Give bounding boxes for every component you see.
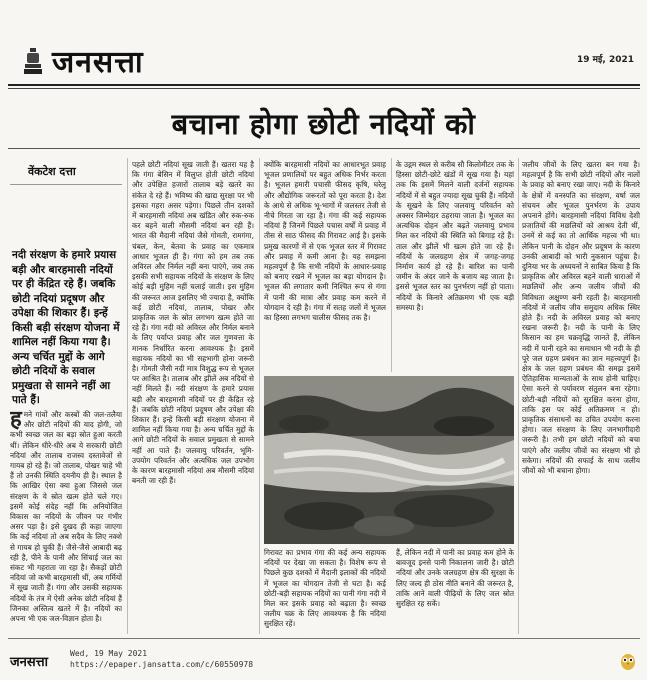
masthead-rule-thin	[8, 88, 640, 89]
column-1	[10, 410, 122, 632]
headline-rule	[8, 148, 640, 149]
masthead-rule	[8, 84, 640, 86]
article-deck: नदी संरक्षण के हमारे प्रयास बड़ी और बारहमासी नदियों पर ही केंद्रित रहे हैं। जबकि छोटी नदियां प्रदूषण और उपेक्षा की शिकार हैं। इन्हें किसी बड़ी संरक्षण योजना में शामिल नहीं किया गया है। अन्य चर्चित मुद्दों के आगे छोटी नदियों के सवाल प्रमुखता से सामने नहीं आ पाते हैं।	[12, 249, 120, 406]
column-3: क्योंकि बारहमासी नदियों का आधारभूत प्रवाह भूजल प्रणालियों पर बहुत अधिक निर्भर करता है। भूजल हमारी पचासी फीसद कृषि, घरेलू और औद्योगिक जरूरतों को पूरा करता है। देश के आधे से अधिक भू-भागों में जलस्तर तेजी से नीचे गिरता जा रहा है। गंगा की कई सहायक नदियां हैं जिनमें पिछले पचास वर्षों में प्रवाह में तीस से साठ फीसद की गिरावट आई है। इसके प्रमुख कारणों में से एक भूजल स्तर में गिरावट और प्रवाह में कमी आना है। यह समझना महत्वपूर्ण है कि सभी नदियों के आधार-प्रवाह को बनाए रखने में भूजल का बड़ा योगदान है। भूजल की लगातार कमी निश्चित रूप से गंगा में पानी की मात्रा और प्रवाह कम करने में योगदान दे रही है। गंगा में सतह जलों में भूजल का हिस्सा लगभग चालीस फीसद तक है।	[264, 160, 386, 323]
newspaper-brand: जनसत्ता	[52, 45, 144, 80]
byline-rule	[10, 184, 122, 185]
article-headline: बचाना होगा छोटी नदियों को	[171, 107, 476, 141]
column-divider	[127, 158, 128, 634]
column-3-continued: गिरावट का प्रभाव गंगा की कई अन्य सहायक नदियों पर देखा जा सकता है। विशेष रूप से पिछले कुछ दशकों में मैदानी इलाकों की नदियों में भूजल का योगदान तेजी से घटा है। कई छोटी-बड़ी सहायक नदियों का पानी गंगा नदी में मिल कर इसके प्रवाह को बढ़ाता है। स्वच्छ जलीय चक्र के लिए आवश्यक है कि नदियां सुरक्षित रहें।	[264, 548, 386, 629]
column-divider	[391, 158, 392, 372]
emblem-icon	[22, 46, 44, 76]
column-divider	[259, 158, 260, 634]
column-2: पहले छोटी नदियां सूख जाती हैं। खतरा यह है कि गंगा बेसिन में विलुप्त होती छोटी नदियां और उपेक्षित हजारों तालाब बड़े खतरे का संकेत दे रहे हैं। भविष्य की खाद्य सुरक्षा पर भी इसका गहरा असर पड़ेगा। पिछले तीन दशकों में बारहमासी नदियां अब खंडित और रुक-रुक कर बहने वाली मौसमी नदियां बन रही हैं। भारत की मैदानी नदियां जैसे गोमती, रामगंगा, चंबल, केन, बेतवा के प्रवाह का एकमात्र आधार भूजल ही है। गंगा को हम तब तक अविरल और निर्मल नहीं बना पाएंगे, जब तक इसकी सभी सहायक नदियों के संरक्षण के लिए कोई बड़ी मुहिम नहीं चलाई जाती। इस मुहिम की जरूरत आज इसलिए भी ज्यादा है, क्योंकि कई छोटी नदियां, तालाब, पोखर और प्राकृतिक जल के स्रोत लगभग खत्म होते जा रहे हैं। गंगा नदी को अविरल और निर्मल बनाने के लिए पर्याप्त प्रवाह और जल गुणवत्ता के मानक निर्धारित करना आवश्यक है। इसमें सहायक नदियों का भी सहभागी होना जरूरी है। गोमती जैसी नदी मात्र विशुद्ध रूप से भूजल पर आश्रित है। तालाब और झीलें अब नदियों से नहीं मिलते हैं। नदी संरक्षण के हमारे प्रयास बड़ी और बारहमासी नदियों पर ही केंद्रित रहे हैं। जबकि छोटी नदियां प्रदूषण और उपेक्षा की शिकार हैं। इन्हें किसी बड़ी संरक्षण योजना में शामिल नहीं किया गया है। अन्य चर्चित मुद्दों के आगे छोटी नदियों के सवाल प्रमुखता से सामने नहीं आ पाते हैं। जलवायु परिवर्तन, भूमि-उपयोग परिवर्तन और अत्यधिक जल उपभोग के कारण बारहमासी नदियां अब मौसमी नदियां बनती जा रही हैं।	[132, 160, 254, 486]
masthead	[8, 44, 638, 84]
river-photo	[264, 376, 514, 544]
footer-logo: जनसत्ता	[10, 655, 48, 670]
column-5: जलीय जीवों के लिए खतरा बन गया है। महत्वपूर्ण है कि सभी छोटी नदियों और नालों के प्रवाह को बनाए रखा जाए। नदी के किनारे के क्षेत्रों में वनस्पति का संरक्षण, वर्षा जल संचयन और भूजल पुनर्भरण के उपाय अपनाने होंगे। बारहमासी नदियां विविध देशी प्रजातियों की मछलियों को आश्रय देती थीं, उनमें से कई का तो आर्थिक महत्त्व भी था। लेकिन पानी के दोहन और प्रदूषण के कारण उनकी आबादी को भारी नुकसान पहुंचा है। दुनिया भर के अध्ययनों ने साबित किया है कि प्राकृतिक और अविरल बहने वाली धाराओं में मछलियों और अन्य जलीय जीवों की विविधता अक्षुण्ण बनी रहती है। बारहमासी नदियों में जलीय जीव समुदाय अधिक स्थिर होते हैं। नदी के अविरल प्रवाह को बनाए रखना जरूरी है। नदी के पानी के लिए किसान का हम चक्रवृद्धि जानते हैं, लेकिन नदी में पानी रहने का समाधान भी नदी के ही पूरे जल ग्रहण प्रबंधन का ज्ञान महत्त्वपूर्ण है। क्षेत्र के जल ग्रहण प्रबंधन की समझ इसमें ऐतिहासिक मान्यताओं के साथ होनी चाहिए। ऐसा करने से पर्यावरण संतुलन बना रहेगा। छोटी-बड़ी नदियों को सुरक्षित करना होगा, ताकि इस पर कोई अतिक्रमण न हो। प्राकृतिक संसाधनों का उचित उपयोग करना होगा। जल संरक्षण के लिए जनभागीदारी जरूरी है। तभी हम छोटी नदियों को बचा पाएंगे और जलीय जीवों का संरक्षण भी हो सकेगा। नदियों की सफाई के साथ जलीय जीवों को भी बचाना होगा।	[522, 160, 640, 476]
footer-rule	[8, 638, 640, 639]
column-4: के उद्गम स्थल से करीब सौ किलोमीटर तक के हिस्सा छोटी-छोटे खंडों में सूख गया है। यहां तक कि इसमें मिलने वाली दर्जनों सहायक नदियों में से बहुत ज्यादा सूख चुकी हैं। नदियों के सूखने के लिए जलवायु परिवर्तन को अक्सर जिम्मेदार ठहराया जाता है। भूजल का अत्यधिक दोहन और बढ़ते जलवायु प्रभाव मिल कर नदियों की स्थिति को बिगाड़ रहे हैं। ताल और झीलें भी खत्म होते जा रहे हैं। नदियों के जलग्रहण क्षेत्र में जगह-जगह निर्माण कार्य हो रहे हैं। बारिश का पानी जमीन के अंदर जाने के बजाय बह जाता है। इससे भूजल स्तर का पुनर्भरण नहीं हो पाता। नदियों के किनारे अतिक्रमण भी एक बड़ी समस्या है।	[396, 160, 514, 312]
edition-date: 19 मई, 2021	[576, 55, 634, 65]
footer-date: Wed, 19 May 2021	[70, 649, 148, 658]
column-divider	[518, 158, 519, 634]
drop-cap: ह	[10, 410, 22, 432]
byline: वेंकटेश दत्ता	[28, 165, 76, 178]
footer-url[interactable]: https://epaper.jansatta.com/c/60550978	[70, 660, 254, 669]
column-1-text: मने गांवों और कस्बों की जल-तलैया और छोटी नदियों की याद होगी, जो कभी स्वच्छ जल का बड़ा स्रोत हुआ करती थीं। लेकिन धीरे-धीरे अब ये सरकारी छोटी नदियां और तालाब राजस्व दस्तावेजों से गायब हो रहे हैं। जो तालाब, पोखर चाहे भी हैं तो उनकी स्थिति दयनीय ही है। स्थाल है कि आखिर ऐसा क्या हुआ जिससे जल संरक्षण के ये स्रोत खत्म होते चले गए। इसमें कोई संदेह नहीं कि अनियोजित विकास का नदियों के जीवन पर गंभीर असर पड़ा है। इसे दुखद ही कहा जाएगा कि कई नदियां तो अब सदैव के लिए नक्शे से गायब हो चुकी हैं। जैसे-जैसे आबादी बढ़ रही है, पीने के पानी और सिंचाई जल का संकट भी गहराता जा रहा है। सैकड़ों छोटी नदियां जो कभी बारहमासी थीं, अब गर्मियों में सूख जाती हैं। गंगा और उसकी सहायक नदियों के तंत्र में ऐसी अनेक छोटी नदियां हैं जिनका अस्तित्व खतरे में है। नदियों का अपना भी एक जल-विज्ञान होता है।	[10, 410, 122, 624]
column-4-continued: हैं, लेकिन नदी में पानी का प्रवाह कम होने के बावजूद इनसे पानी निकालना जारी है। छोटी नदियां और उनके जलग्रहण क्षेत्र की सुरक्षा के लिए जल्द ही ठोस नीति बनाने की जरूरत है, ताकि आने वाली पीढ़ियों के लिए जल स्रोत सुरक्षित रह सकें।	[396, 548, 514, 609]
owl-icon	[620, 652, 636, 670]
